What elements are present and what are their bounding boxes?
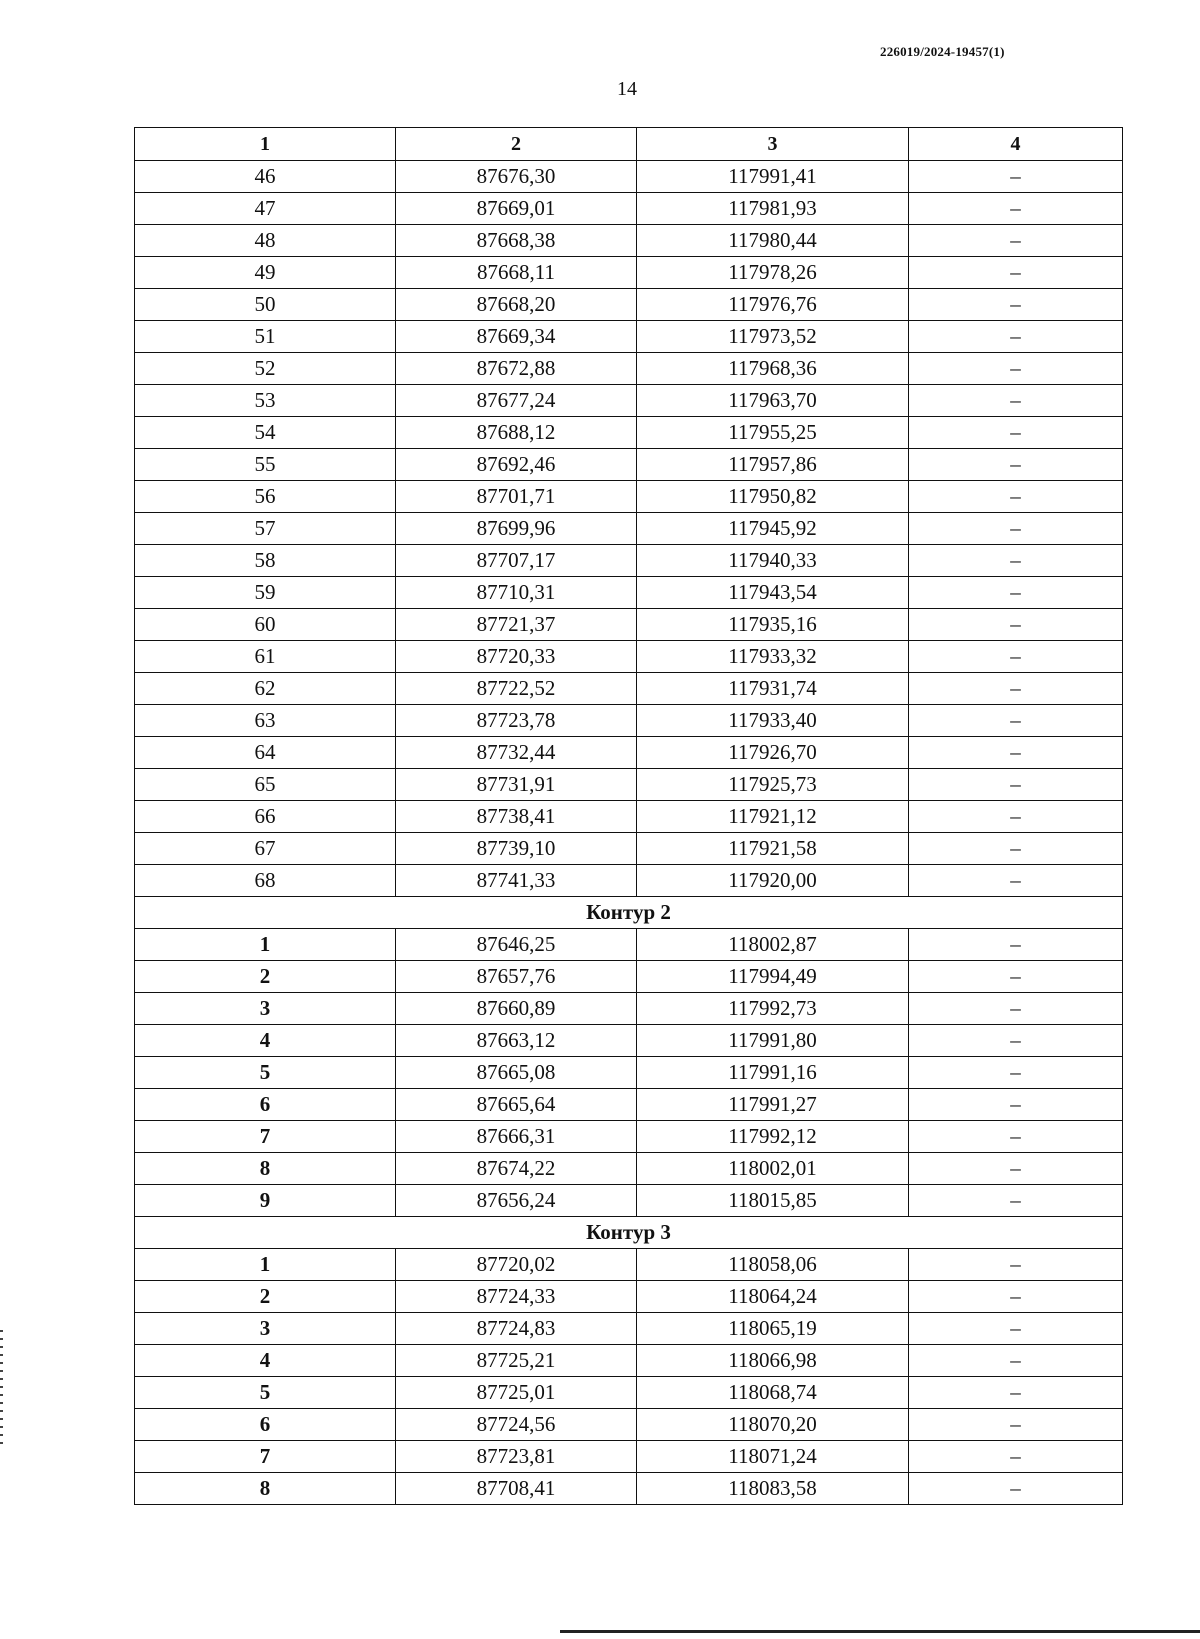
table-row — [135, 705, 1123, 737]
section-title: Контур 2 — [135, 897, 1123, 929]
y-coordinate-cell: 118068,74 — [637, 1377, 909, 1409]
y-coordinate-cell: 117991,80 — [637, 1025, 909, 1057]
y-coordinate-cell: 118083,58 — [637, 1473, 909, 1505]
table-row — [135, 737, 1123, 769]
y-coordinate-cell: 118015,85 — [637, 1185, 909, 1217]
point-number-cell: 55 — [135, 449, 396, 481]
table-row — [135, 417, 1123, 449]
value-cell: – — [909, 1153, 1123, 1185]
y-coordinate-cell: 118058,06 — [637, 1249, 909, 1281]
point-number-cell: 1 — [135, 929, 396, 961]
y-coordinate-cell: 117957,86 — [637, 449, 909, 481]
point-number-cell: 9 — [135, 1185, 396, 1217]
table-row — [135, 609, 1123, 641]
table-row — [135, 545, 1123, 577]
x-coordinate-cell: 87665,08 — [396, 1057, 637, 1089]
point-number-cell: 66 — [135, 801, 396, 833]
value-cell: – — [909, 1089, 1123, 1121]
value-cell: – — [909, 993, 1123, 1025]
x-coordinate-cell: 87657,76 — [396, 961, 637, 993]
bottom-rule — [560, 1630, 1200, 1633]
x-coordinate-cell: 87669,01 — [396, 193, 637, 225]
y-coordinate-cell: 117940,33 — [637, 545, 909, 577]
y-coordinate-cell: 117963,70 — [637, 385, 909, 417]
point-number-cell: 57 — [135, 513, 396, 545]
value-cell: – — [909, 1185, 1123, 1217]
x-coordinate-cell: 87724,56 — [396, 1409, 637, 1441]
point-number-cell: 60 — [135, 609, 396, 641]
point-number-cell: 8 — [135, 1153, 396, 1185]
x-coordinate-cell: 87723,78 — [396, 705, 637, 737]
x-coordinate-cell: 87723,81 — [396, 1441, 637, 1473]
point-number-cell: 58 — [135, 545, 396, 577]
section-row — [135, 897, 1123, 929]
x-coordinate-cell: 87688,12 — [396, 417, 637, 449]
y-coordinate-cell: 117950,82 — [637, 481, 909, 513]
point-number-cell: 52 — [135, 353, 396, 385]
table-row — [135, 385, 1123, 417]
section-row — [135, 1217, 1123, 1249]
value-cell: – — [909, 449, 1123, 481]
table-row — [135, 1345, 1123, 1377]
table-row — [135, 961, 1123, 993]
x-coordinate-cell: 87665,64 — [396, 1089, 637, 1121]
y-coordinate-cell: 118071,24 — [637, 1441, 909, 1473]
table-row — [135, 353, 1123, 385]
value-cell: – — [909, 1441, 1123, 1473]
x-coordinate-cell: 87660,89 — [396, 993, 637, 1025]
point-number-cell: 54 — [135, 417, 396, 449]
x-coordinate-cell: 87739,10 — [396, 833, 637, 865]
x-coordinate-cell: 87677,24 — [396, 385, 637, 417]
y-coordinate-cell: 117968,36 — [637, 353, 909, 385]
value-cell: – — [909, 1345, 1123, 1377]
x-coordinate-cell: 87738,41 — [396, 801, 637, 833]
table-row — [135, 577, 1123, 609]
value-cell: – — [909, 1281, 1123, 1313]
table-row — [135, 993, 1123, 1025]
value-cell: – — [909, 577, 1123, 609]
point-number-cell: 61 — [135, 641, 396, 673]
value-cell: – — [909, 961, 1123, 993]
value-cell: – — [909, 481, 1123, 513]
table-row — [135, 1185, 1123, 1217]
table-row — [135, 833, 1123, 865]
point-number-cell: 8 — [135, 1473, 396, 1505]
x-coordinate-cell: 87707,17 — [396, 545, 637, 577]
table-row — [135, 257, 1123, 289]
y-coordinate-cell: 117935,16 — [637, 609, 909, 641]
y-coordinate-cell: 117994,49 — [637, 961, 909, 993]
y-coordinate-cell: 117921,58 — [637, 833, 909, 865]
table-row — [135, 1441, 1123, 1473]
x-coordinate-cell: 87674,22 — [396, 1153, 637, 1185]
value-cell: – — [909, 769, 1123, 801]
y-coordinate-cell: 118065,19 — [637, 1313, 909, 1345]
point-number-cell: 65 — [135, 769, 396, 801]
x-coordinate-cell: 87722,52 — [396, 673, 637, 705]
table-row — [135, 929, 1123, 961]
x-coordinate-cell: 87646,25 — [396, 929, 637, 961]
point-number-cell: 62 — [135, 673, 396, 705]
value-cell: – — [909, 737, 1123, 769]
x-coordinate-cell: 87720,33 — [396, 641, 637, 673]
x-coordinate-cell: 87668,38 — [396, 225, 637, 257]
column-header-4: 4 — [909, 128, 1123, 161]
x-coordinate-cell: 87672,88 — [396, 353, 637, 385]
x-coordinate-cell: 87725,01 — [396, 1377, 637, 1409]
x-coordinate-cell: 87676,30 — [396, 161, 637, 193]
value-cell: – — [909, 513, 1123, 545]
x-coordinate-cell: 87731,91 — [396, 769, 637, 801]
table-row — [135, 161, 1123, 193]
table-row — [135, 1249, 1123, 1281]
value-cell: – — [909, 545, 1123, 577]
table-row — [135, 1153, 1123, 1185]
table-row — [135, 289, 1123, 321]
point-number-cell: 5 — [135, 1377, 396, 1409]
point-number-cell: 67 — [135, 833, 396, 865]
y-coordinate-cell: 117926,70 — [637, 737, 909, 769]
y-coordinate-cell: 117943,54 — [637, 577, 909, 609]
section-title: Контур 3 — [135, 1217, 1123, 1249]
table-row — [135, 769, 1123, 801]
value-cell: – — [909, 1377, 1123, 1409]
x-coordinate-cell: 87669,34 — [396, 321, 637, 353]
y-coordinate-cell: 117933,40 — [637, 705, 909, 737]
y-coordinate-cell: 117931,74 — [637, 673, 909, 705]
value-cell: – — [909, 865, 1123, 897]
value-cell: – — [909, 321, 1123, 353]
y-coordinate-cell: 117991,27 — [637, 1089, 909, 1121]
table-row — [135, 865, 1123, 897]
y-coordinate-cell: 117933,32 — [637, 641, 909, 673]
value-cell: – — [909, 1121, 1123, 1153]
y-coordinate-cell: 117925,73 — [637, 769, 909, 801]
value-cell: – — [909, 1409, 1123, 1441]
y-coordinate-cell: 117973,52 — [637, 321, 909, 353]
table-row — [135, 449, 1123, 481]
point-number-cell: 7 — [135, 1441, 396, 1473]
y-coordinate-cell: 117981,93 — [637, 193, 909, 225]
table-row — [135, 321, 1123, 353]
x-coordinate-cell: 87668,20 — [396, 289, 637, 321]
point-number-cell: 7 — [135, 1121, 396, 1153]
value-cell: – — [909, 1057, 1123, 1089]
table-row — [135, 1025, 1123, 1057]
table-row — [135, 673, 1123, 705]
x-coordinate-cell: 87721,37 — [396, 609, 637, 641]
point-number-cell: 53 — [135, 385, 396, 417]
value-cell: – — [909, 353, 1123, 385]
table-row — [135, 1281, 1123, 1313]
value-cell: – — [909, 417, 1123, 449]
value-cell: – — [909, 833, 1123, 865]
point-number-cell: 47 — [135, 193, 396, 225]
table-row — [135, 641, 1123, 673]
y-coordinate-cell: 118064,24 — [637, 1281, 909, 1313]
table-row — [135, 193, 1123, 225]
column-header-3: 3 — [637, 128, 909, 161]
point-number-cell: 3 — [135, 993, 396, 1025]
table-header-row — [135, 128, 1123, 161]
x-coordinate-cell: 87701,71 — [396, 481, 637, 513]
value-cell: – — [909, 1313, 1123, 1345]
y-coordinate-cell: 117992,73 — [637, 993, 909, 1025]
x-coordinate-cell: 87720,02 — [396, 1249, 637, 1281]
value-cell: – — [909, 929, 1123, 961]
value-cell: – — [909, 193, 1123, 225]
value-cell: – — [909, 385, 1123, 417]
y-coordinate-cell: 118002,87 — [637, 929, 909, 961]
table-row — [135, 1057, 1123, 1089]
value-cell: – — [909, 801, 1123, 833]
document-id: 226019/2024-19457(1) — [880, 44, 1005, 59]
table-row — [135, 513, 1123, 545]
x-coordinate-cell: 87724,33 — [396, 1281, 637, 1313]
table-row — [135, 481, 1123, 513]
y-coordinate-cell: 118002,01 — [637, 1153, 909, 1185]
point-number-cell: 49 — [135, 257, 396, 289]
value-cell: – — [909, 1025, 1123, 1057]
coordinates-table — [134, 127, 1123, 1505]
table-row — [135, 1473, 1123, 1505]
y-coordinate-cell: 117978,26 — [637, 257, 909, 289]
value-cell: – — [909, 1473, 1123, 1505]
value-cell: – — [909, 641, 1123, 673]
point-number-cell: 2 — [135, 1281, 396, 1313]
point-number-cell: 46 — [135, 161, 396, 193]
column-header-2: 2 — [396, 128, 637, 161]
x-coordinate-cell: 87656,24 — [396, 1185, 637, 1217]
y-coordinate-cell: 118066,98 — [637, 1345, 909, 1377]
page-number: 14 — [617, 78, 637, 100]
y-coordinate-cell: 117955,25 — [637, 417, 909, 449]
point-number-cell: 68 — [135, 865, 396, 897]
y-coordinate-cell: 118070,20 — [637, 1409, 909, 1441]
x-coordinate-cell: 87663,12 — [396, 1025, 637, 1057]
value-cell: – — [909, 225, 1123, 257]
y-coordinate-cell: 117921,12 — [637, 801, 909, 833]
point-number-cell: 2 — [135, 961, 396, 993]
y-coordinate-cell: 117991,16 — [637, 1057, 909, 1089]
x-coordinate-cell: 87741,33 — [396, 865, 637, 897]
point-number-cell: 51 — [135, 321, 396, 353]
y-coordinate-cell: 117945,92 — [637, 513, 909, 545]
point-number-cell: 56 — [135, 481, 396, 513]
y-coordinate-cell: 117976,76 — [637, 289, 909, 321]
x-coordinate-cell: 87708,41 — [396, 1473, 637, 1505]
point-number-cell: 4 — [135, 1025, 396, 1057]
value-cell: – — [909, 257, 1123, 289]
column-header-1: 1 — [135, 128, 396, 161]
scan-edge-marks — [0, 1330, 3, 1450]
x-coordinate-cell: 87699,96 — [396, 513, 637, 545]
table-row — [135, 1409, 1123, 1441]
point-number-cell: 48 — [135, 225, 396, 257]
point-number-cell: 59 — [135, 577, 396, 609]
point-number-cell: 64 — [135, 737, 396, 769]
point-number-cell: 6 — [135, 1089, 396, 1121]
value-cell: – — [909, 161, 1123, 193]
x-coordinate-cell: 87724,83 — [396, 1313, 637, 1345]
y-coordinate-cell: 117920,00 — [637, 865, 909, 897]
point-number-cell: 63 — [135, 705, 396, 737]
point-number-cell: 3 — [135, 1313, 396, 1345]
x-coordinate-cell: 87668,11 — [396, 257, 637, 289]
y-coordinate-cell: 117980,44 — [637, 225, 909, 257]
table-row — [135, 1377, 1123, 1409]
table-row — [135, 225, 1123, 257]
x-coordinate-cell: 87692,46 — [396, 449, 637, 481]
y-coordinate-cell: 117992,12 — [637, 1121, 909, 1153]
y-coordinate-cell: 117991,41 — [637, 161, 909, 193]
table-row — [135, 1121, 1123, 1153]
value-cell: – — [909, 609, 1123, 641]
table-row — [135, 1089, 1123, 1121]
point-number-cell: 50 — [135, 289, 396, 321]
x-coordinate-cell: 87725,21 — [396, 1345, 637, 1377]
value-cell: – — [909, 673, 1123, 705]
x-coordinate-cell: 87710,31 — [396, 577, 637, 609]
x-coordinate-cell: 87732,44 — [396, 737, 637, 769]
value-cell: – — [909, 289, 1123, 321]
table-body — [135, 161, 1123, 1505]
x-coordinate-cell: 87666,31 — [396, 1121, 637, 1153]
value-cell: – — [909, 705, 1123, 737]
table-row — [135, 801, 1123, 833]
point-number-cell: 4 — [135, 1345, 396, 1377]
point-number-cell: 5 — [135, 1057, 396, 1089]
point-number-cell: 1 — [135, 1249, 396, 1281]
table-row — [135, 1313, 1123, 1345]
point-number-cell: 6 — [135, 1409, 396, 1441]
value-cell: – — [909, 1249, 1123, 1281]
